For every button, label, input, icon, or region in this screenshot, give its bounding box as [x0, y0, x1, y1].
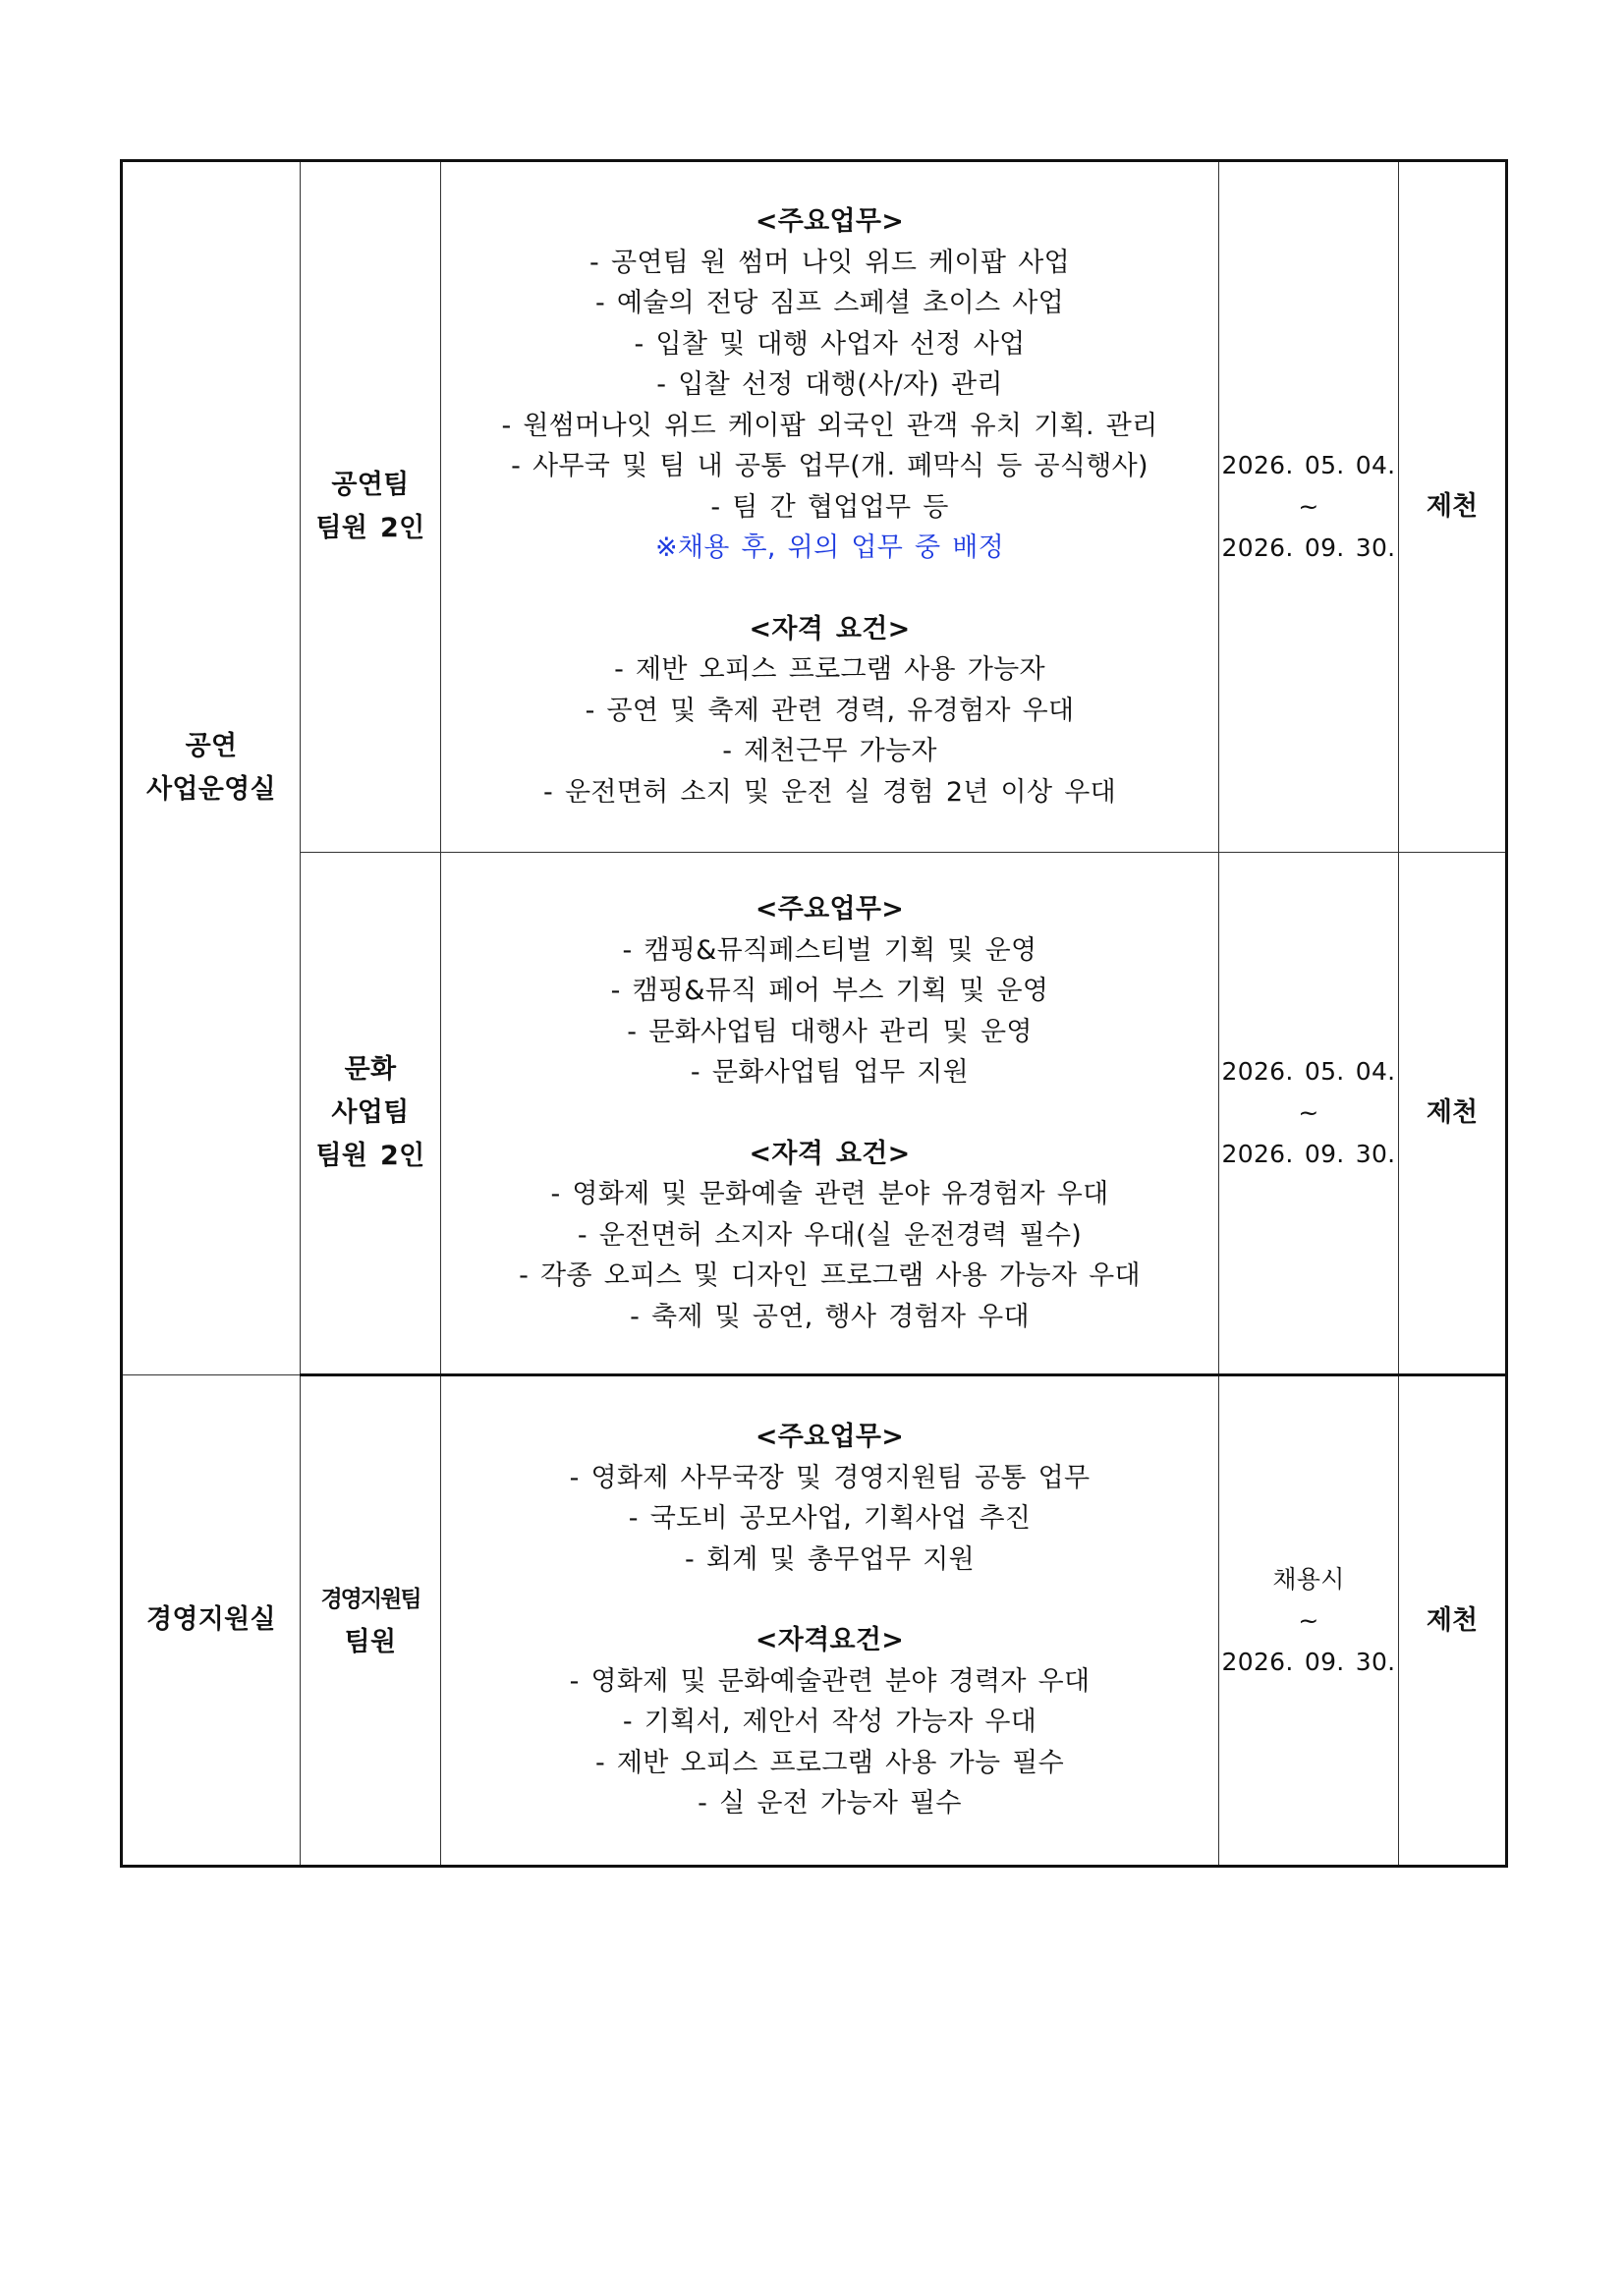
duties-heading: <주요업무>	[755, 206, 905, 237]
duty-item: - 팀 간 협업업무 등	[710, 491, 949, 523]
duty-item: - 국도비 공모사업, 기획사업 추진	[628, 1503, 1032, 1535]
qualification-item: - 공연 및 축제 관련 경력, 유경험자 우대	[585, 695, 1075, 726]
spacer	[441, 1580, 1218, 1620]
qualification-item: - 실 운전 가능자 필수	[698, 1788, 962, 1820]
location-cell: 제천	[1399, 161, 1507, 853]
period-tilde: ~	[1298, 492, 1319, 521]
spacer	[441, 1093, 1218, 1134]
duty-item: - 입찰 선정 대행(사/자) 관리	[656, 369, 1003, 400]
qualification-item: - 기획서, 제안서 작성 가능자 우대	[622, 1707, 1037, 1738]
duty-item: - 캠핑&뮤직 페어 부스 기획 및 운영	[610, 976, 1049, 1006]
team-cell	[301, 161, 441, 853]
qualifications-heading: <자격 요건>	[749, 613, 911, 644]
period-cell	[1219, 1375, 1399, 1867]
period-end: 2026. 09. 30.	[1221, 1140, 1396, 1168]
qualification-item: - 제반 오피스 프로그램 사용 가능자	[614, 654, 1045, 685]
period-cell	[1219, 853, 1399, 1375]
qualification-item: - 영화제 및 문화예술관련 분야 경력자 우대	[569, 1665, 1091, 1697]
team-name-line: 문화	[344, 1054, 397, 1085]
location-cell: 제천	[1399, 853, 1507, 1375]
duties-heading: <주요업무>	[755, 894, 905, 924]
duty-item: - 문화사업팀 대행사 관리 및 운영	[627, 1016, 1033, 1047]
qualification-item: - 운전면허 소지 및 운전 실 경험 2년 이상 우대	[543, 776, 1116, 808]
qualification-item: - 제천근무 가능자	[722, 736, 937, 766]
team-cell	[301, 853, 441, 1375]
assignment-note: ※채용 후, 위의 업무 중 배정	[654, 532, 1005, 563]
department-cell	[122, 161, 301, 1375]
duty-item: - 캠핑&뮤직페스티벌 기획 및 운영	[622, 934, 1037, 966]
period-start: 2026. 05. 04.	[1221, 1057, 1396, 1086]
spacer	[441, 569, 1218, 609]
recruitment-table	[120, 159, 1508, 1868]
team-name-line: 팀원 2인	[315, 513, 425, 543]
team-name-line: 공연팀	[331, 470, 410, 500]
table-row	[122, 1375, 1507, 1867]
duties-cell	[441, 1375, 1219, 1867]
duties-cell	[441, 161, 1219, 853]
qualification-item: - 축제 및 공연, 행사 경험자 우대	[630, 1301, 1030, 1332]
duties-cell	[441, 853, 1219, 1375]
period-cell	[1219, 161, 1399, 853]
team-name-line: 경영지원팀	[320, 1586, 420, 1612]
qualification-item: - 운전면허 소지자 우대(실 운전경력 필수)	[577, 1219, 1083, 1251]
qualifications-heading: <자격 요건>	[749, 1138, 911, 1169]
duty-item: - 영화제 사무국장 및 경영지원팀 공통 업무	[569, 1462, 1091, 1493]
team-cell	[301, 1375, 441, 1867]
department-name-line: 사업운영실	[146, 774, 276, 805]
department-name-line: 경영지원실	[146, 1604, 276, 1635]
duty-item: - 예술의 전당 짐프 스페셜 초이스 사업	[594, 288, 1065, 318]
qualifications-heading: <자격요건>	[755, 1625, 905, 1656]
period-end: 2026. 09. 30.	[1221, 533, 1396, 562]
duty-item: - 원썸머나잇 위드 케이팝 외국인 관객 유치 기획. 관리	[501, 410, 1158, 441]
team-name-line: 팀원 2인	[315, 1141, 425, 1171]
department-name-line: 공연	[185, 731, 238, 761]
team-name-line: 사업팀	[331, 1097, 410, 1128]
period-start: 2026. 05. 04.	[1221, 451, 1396, 479]
period-start: 채용시	[1272, 1564, 1345, 1594]
period-tilde: ~	[1298, 1098, 1319, 1127]
period-end: 2026. 09. 30.	[1221, 1647, 1396, 1676]
duty-item: - 문화사업팀 업무 지원	[690, 1057, 970, 1088]
team-name-line: 팀원	[344, 1626, 397, 1657]
period-tilde: ~	[1298, 1605, 1319, 1635]
qualification-item: - 각종 오피스 및 디자인 프로그램 사용 가능자 우대	[519, 1260, 1141, 1291]
duty-item: - 공연팀 원 썸머 나잇 위드 케이팝 사업	[589, 247, 1070, 278]
qualification-item: - 영화제 및 문화예술 관련 분야 유경험자 우대	[550, 1179, 1109, 1209]
qualification-item: - 제반 오피스 프로그램 사용 가능 필수	[594, 1747, 1065, 1778]
duty-item: - 입찰 및 대행 사업자 선정 사업	[634, 328, 1026, 360]
location-cell: 제천	[1399, 1375, 1507, 1867]
table-row	[122, 853, 1507, 1375]
department-cell	[122, 1375, 301, 1867]
duties-heading: <주요업무>	[755, 1422, 905, 1453]
table-row	[122, 161, 1507, 853]
duty-item: - 회계 및 총무업무 지원	[684, 1543, 975, 1575]
duty-item: - 사무국 및 팀 내 공통 업무(개. 폐막식 등 공식행사)	[511, 451, 1148, 481]
